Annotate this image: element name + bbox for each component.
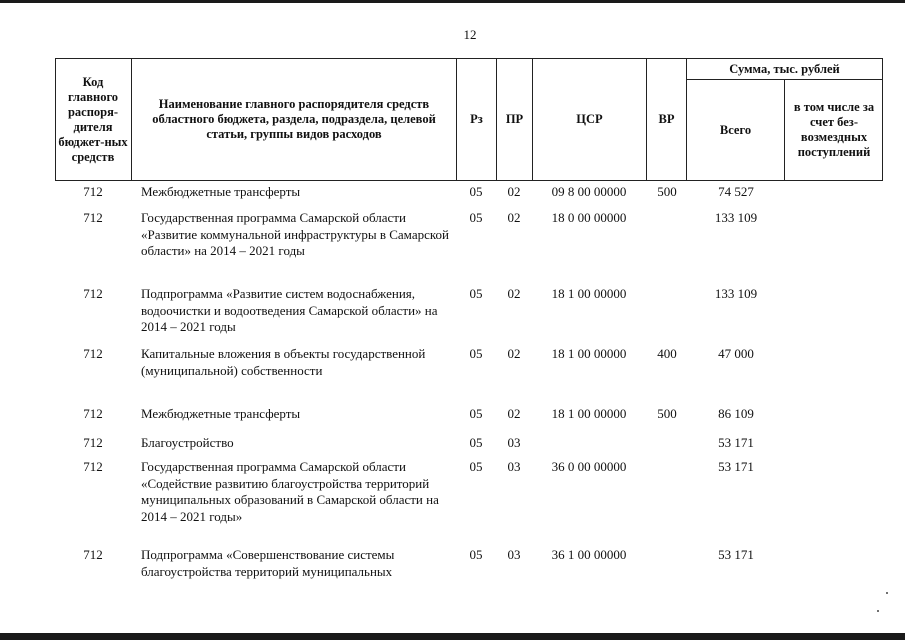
cell-code: 712 — [83, 184, 103, 199]
cell-name: Межбюджетные трансферты — [141, 406, 301, 421]
cell-csr: 18 1 00 00000 — [551, 286, 627, 301]
cell-name: Подпрограмма «Совершенствование системы благоустройства территорий муниципальных — [141, 547, 395, 579]
cell-name: Подпрограмма «Развитие систем водоснабжения, водоочистки и водоотведения Самарской области» на 2014 – 2021 годы — [141, 286, 438, 334]
cell-code: 712 — [83, 547, 103, 562]
cell-code: 712 — [83, 435, 103, 450]
header-gratuitous: в том числе за счет без-возмездных поступлений — [793, 100, 875, 159]
cell-csr: 18 1 00 00000 — [551, 346, 627, 361]
top-scan-border — [0, 0, 905, 3]
header-code: Код главного распоря-дителя бюджет-ных средств — [58, 74, 128, 164]
cell-total: 86 109 — [718, 406, 754, 421]
header-csr: ЦСР — [576, 112, 603, 126]
header-pr: ПР — [505, 112, 524, 126]
cell-rz: 05 — [469, 435, 483, 450]
col-divider — [784, 79, 785, 181]
cell-code: 712 — [83, 406, 103, 421]
cell-pr: 03 — [507, 459, 521, 474]
cell-pr: 02 — [507, 346, 521, 361]
cell-name: Межбюджетные трансферты — [141, 184, 301, 199]
cell-vr: 500 — [657, 406, 677, 421]
cell-pr: 03 — [507, 435, 521, 450]
cell-csr: 09 8 00 00000 — [551, 184, 627, 199]
cell-code: 712 — [83, 459, 103, 474]
cell-total: 133 109 — [714, 210, 758, 225]
cell-total: 74 527 — [718, 184, 754, 199]
cell-code: 712 — [83, 210, 103, 225]
cell-rz: 05 — [469, 346, 483, 361]
header-bottom-border — [55, 180, 883, 181]
cell-csr: 18 1 00 00000 — [551, 406, 627, 421]
cell-rz: 05 — [469, 210, 483, 225]
cell-pr: 02 — [507, 184, 521, 199]
cell-code: 712 — [83, 286, 103, 301]
cell-rz: 05 — [469, 459, 483, 474]
cell-name: Капитальные вложения в объекты государственной (муниципальной) собственности — [141, 346, 426, 378]
header-total: Всего — [719, 122, 752, 137]
cell-name: Государственная программа Самарской области «Содействие развитию благоустройства территорий муниципальных образований в Самарской области на 2014 – 2021 годы» — [141, 459, 439, 524]
cell-total: 53 171 — [718, 435, 754, 450]
cell-csr: 36 1 00 00000 — [551, 547, 627, 562]
cell-rz: 05 — [469, 547, 483, 562]
header-vr: ВР — [658, 112, 675, 126]
cell-name: Государственная программа Самарской области «Развитие коммунальной инфраструктуры в Самарской области» на 2014 – 2021 годы — [141, 210, 449, 258]
cell-pr: 02 — [507, 406, 521, 421]
table-header — [55, 58, 883, 181]
header-rz: Рз — [470, 112, 483, 126]
scan-speck — [877, 610, 879, 612]
cell-rz: 05 — [469, 286, 483, 301]
col-divider — [131, 58, 132, 181]
col-divider — [55, 58, 56, 181]
cell-vr: 500 — [657, 184, 677, 199]
cell-pr: 02 — [507, 210, 521, 225]
cell-rz: 05 — [469, 406, 483, 421]
cell-rz: 05 — [469, 184, 483, 199]
col-divider — [882, 58, 883, 181]
cell-total: 133 109 — [714, 286, 758, 301]
cell-csr: 36 0 00 00000 — [551, 459, 627, 474]
header-name: Наименование главного распорядителя средств областного бюджета, раздела, подраздела, целевой статьи, группы видов расходов — [152, 97, 436, 141]
cell-csr: 18 0 00 00000 — [551, 210, 627, 225]
cell-total: 53 171 — [718, 547, 754, 562]
cell-pr: 03 — [507, 547, 521, 562]
cell-total: 53 171 — [718, 459, 754, 474]
cell-name: Благоустройство — [141, 435, 234, 450]
page-number: 12 — [463, 27, 477, 42]
cell-pr: 02 — [507, 286, 521, 301]
bottom-scan-border — [0, 633, 905, 640]
scan-speck — [886, 592, 888, 594]
cell-total: 47 000 — [718, 346, 754, 361]
cell-code: 712 — [83, 346, 103, 361]
header-sum-group: Сумма, тыс. рублей — [729, 61, 840, 76]
cell-vr: 400 — [657, 346, 677, 361]
